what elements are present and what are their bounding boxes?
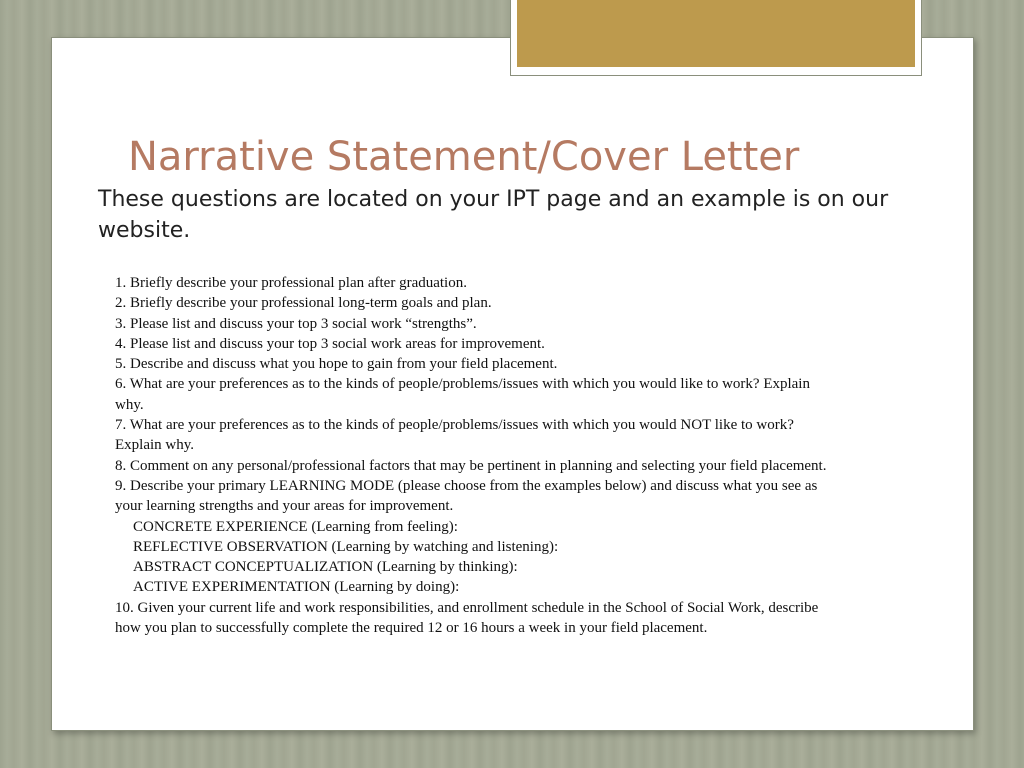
slide-title: Narrative Statement/Cover Letter — [128, 134, 800, 180]
learning-mode-reflective: REFLECTIVE OBSERVATION (Learning by watching and listening): — [133, 538, 559, 555]
slide-subtitle: These questions are located on your IPT page and an example is on our website. — [98, 187, 889, 243]
question-item-2: 2. Briefly describe your professional long-term goals and plan. — [115, 295, 492, 312]
question-item-3: 3. Please list and discuss your top 3 social work “strengths”. — [115, 315, 477, 332]
learning-mode-active: ACTIVE EXPERIMENTATION (Learning by doing): — [133, 579, 460, 596]
learning-mode-concrete: CONCRETE EXPERIENCE (Learning from feeling): — [133, 518, 458, 535]
question-item-5: 5. Describe and discuss what you hope to gain from your field placement. — [115, 356, 558, 373]
question-item-7: 7. What are your preferences as to the kinds of people/problems/issues with which you would NOT like to work? Explain why. — [115, 417, 794, 454]
accent-tab — [510, 0, 922, 76]
question-item-9: 9. Describe your primary LEARNING MODE (please choose from the examples below) and discuss what you see as your learning strengths and your areas for improvement. — [115, 477, 818, 515]
question-list — [115, 273, 835, 638]
question-item-1: 1. Briefly describe your professional plan after graduation. — [115, 275, 467, 291]
question-item-8: 8. Comment on any personal/professional factors that may be pertinent in planning and selecting your field placement. — [115, 457, 827, 474]
question-item-10: 10. Given your current life and work responsibilities, and enrollment schedule in the School of Social Work, describe how you plan to successfully complete the required 12 or 16 hours a week in your field placement. — [115, 599, 819, 637]
question-item-4: 4. Please list and discuss your top 3 social work areas for improvement. — [115, 335, 545, 352]
accent-tab-fill — [517, 0, 915, 67]
question-item-6: 6. What are your preferences as to the kinds of people/problems/issues with which you would like to work? Explain why. — [115, 376, 810, 413]
learning-mode-abstract: ABSTRACT CONCEPTUALIZATION (Learning by thinking): — [133, 559, 518, 576]
